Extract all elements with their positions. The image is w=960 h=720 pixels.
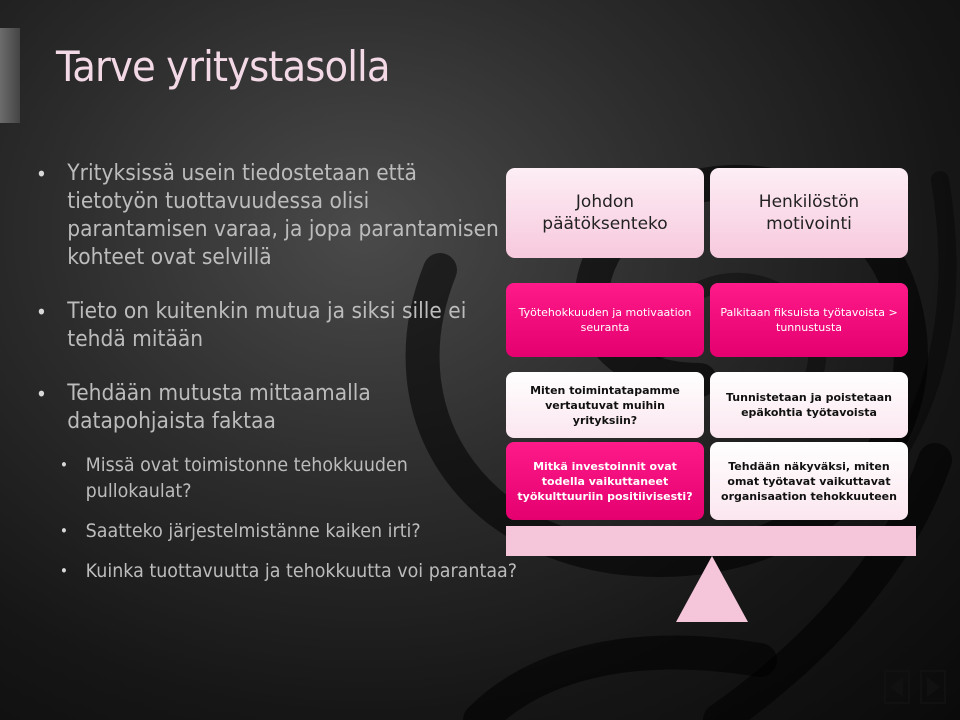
subbullet-list bbox=[36, 452, 518, 584]
fulcrum-triangle bbox=[676, 556, 748, 622]
title-accent-bar bbox=[0, 28, 20, 123]
left-item-label: Työtehokkuuden ja motivaation seuranta bbox=[518, 306, 692, 334]
right-item-box bbox=[710, 283, 908, 357]
left-header-label: Johdon päätöksenteko bbox=[542, 192, 668, 234]
bullet-item: • Tieto on kuitenkin mutua ja siksi sille ei tehdä mitään bbox=[36, 298, 500, 354]
right-item-label: Tunnistetaan ja poistetaan epäkohtia työtavoista bbox=[725, 391, 892, 419]
triangle-left-icon[interactable] bbox=[884, 670, 910, 704]
triangle-right-icon[interactable] bbox=[920, 670, 946, 704]
balance-beam bbox=[506, 526, 916, 556]
subbullet-item: • Missä ovat toimistonne tehokkuuden pullokaulat? bbox=[36, 452, 518, 504]
right-header-label: Henkilöstön motivointi bbox=[758, 192, 860, 234]
left-item-label: Mitkä investoinnit ovat todella vaikuttaneet työkulttuuriin positiivisesti? bbox=[517, 459, 693, 503]
right-header-box bbox=[710, 168, 908, 258]
left-item-box bbox=[506, 283, 704, 357]
bullet-item: • Tehdään mutusta mittaamalla datapohjaista faktaa bbox=[36, 380, 500, 436]
left-header-box bbox=[506, 168, 704, 258]
subbullet-item: • Saatteko järjestelmistänne kaiken irti? bbox=[36, 518, 518, 544]
left-item-box bbox=[506, 442, 704, 520]
bullet-list bbox=[36, 160, 518, 598]
subbullet-item: • Kuinka tuottavuutta ja tehokkuutta voi parantaa? bbox=[36, 558, 518, 584]
right-item-label: Tehdään näkyväksi, miten omat työtavat vaikuttavat organisaation tehokkuuteen bbox=[721, 459, 897, 503]
left-item-box bbox=[506, 372, 704, 438]
slide-title: Tarve yritystasolla bbox=[56, 42, 390, 91]
right-item-box bbox=[710, 372, 908, 438]
subbullet-group bbox=[36, 452, 518, 584]
right-item-box bbox=[710, 442, 908, 520]
bullet-item: • Yrityksissä usein tiedostetaan että tietotyön tuottavuudessa olisi parantamisen varaa, ja jopa parantamisen kohteet ovat selvillä bbox=[36, 160, 500, 272]
right-item-label: Palkitaan fiksuista työtavoista > tunnustusta bbox=[720, 306, 898, 334]
left-item-label: Miten toimintatapamme vertautuvat muihin yrityksiin? bbox=[530, 383, 680, 427]
